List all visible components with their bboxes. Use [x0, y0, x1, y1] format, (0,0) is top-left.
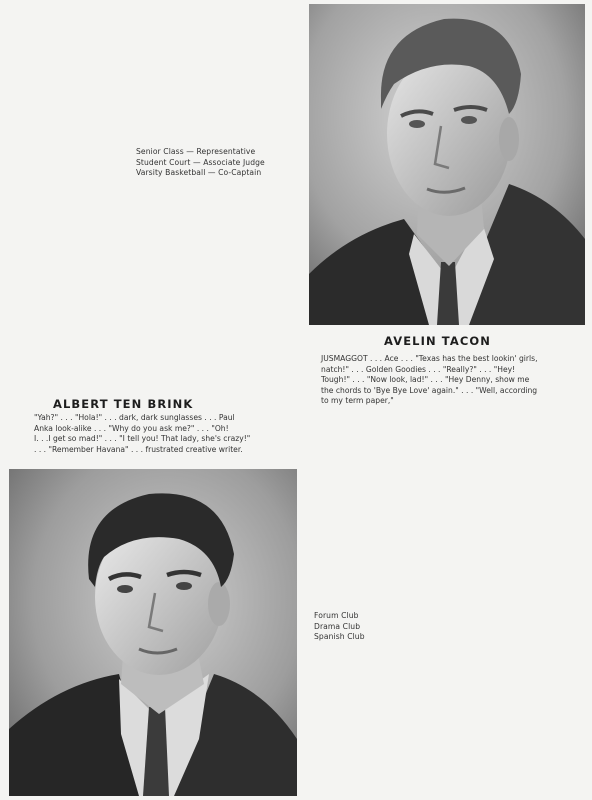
activity-item: Forum Club — [314, 611, 359, 620]
portrait-illustration — [9, 469, 297, 796]
blurb-avelin-tacon — [321, 354, 583, 407]
blurb-line: Tough!" . . . "Now look, lad!" . . . "Hey Denny, show me — [321, 375, 530, 385]
activity-item: Spanish Club — [314, 632, 365, 642]
blurb-line: "Yah?" . . . "Hola!" . . . dark, dark sunglasses . . . Paul — [34, 413, 235, 422]
activities-avelin-tacon — [136, 147, 265, 179]
blurb-albert-ten-brink — [34, 413, 284, 455]
activity-item: Senior Class — Representative — [136, 147, 256, 156]
activities-albert-ten-brink — [314, 611, 365, 643]
blurb-line: natch!" . . . Golden Goodies . . . "Really?" . . . "Hey! — [321, 364, 516, 374]
portrait-photo-avelin-tacon — [309, 4, 585, 325]
activity-item: Student Court — Associate Judge — [136, 157, 265, 167]
activity-item: Drama Club — [314, 621, 361, 631]
blurb-line: the chords to 'Bye Bye Love' again." . . . "Well, according — [321, 385, 538, 395]
blurb-line: JUSMAGGOT . . . Ace . . . "Texas has the best lookin' girls, — [321, 354, 538, 363]
blurb-line: Anka look-alike . . . "Why do you ask me?" . . . "Oh! — [34, 423, 229, 433]
blurb-line: I. . .I get so mad!" . . . "I tell you! That lady, she's crazy!" — [34, 434, 251, 444]
activity-item: Varsity Basketball — Co-Captain — [136, 168, 262, 178]
portrait-photo-albert-ten-brink — [9, 469, 297, 796]
portrait-illustration — [309, 4, 585, 325]
blurb-line: . . . "Remember Havana" . . . frustrated creative writer. — [34, 444, 243, 454]
blurb-line: to my term paper," — [321, 396, 394, 406]
student-name-avelin-tacon: AVELIN TACON — [384, 334, 492, 348]
student-name-albert-ten-brink: ALBERT TEN BRINK — [53, 397, 194, 411]
